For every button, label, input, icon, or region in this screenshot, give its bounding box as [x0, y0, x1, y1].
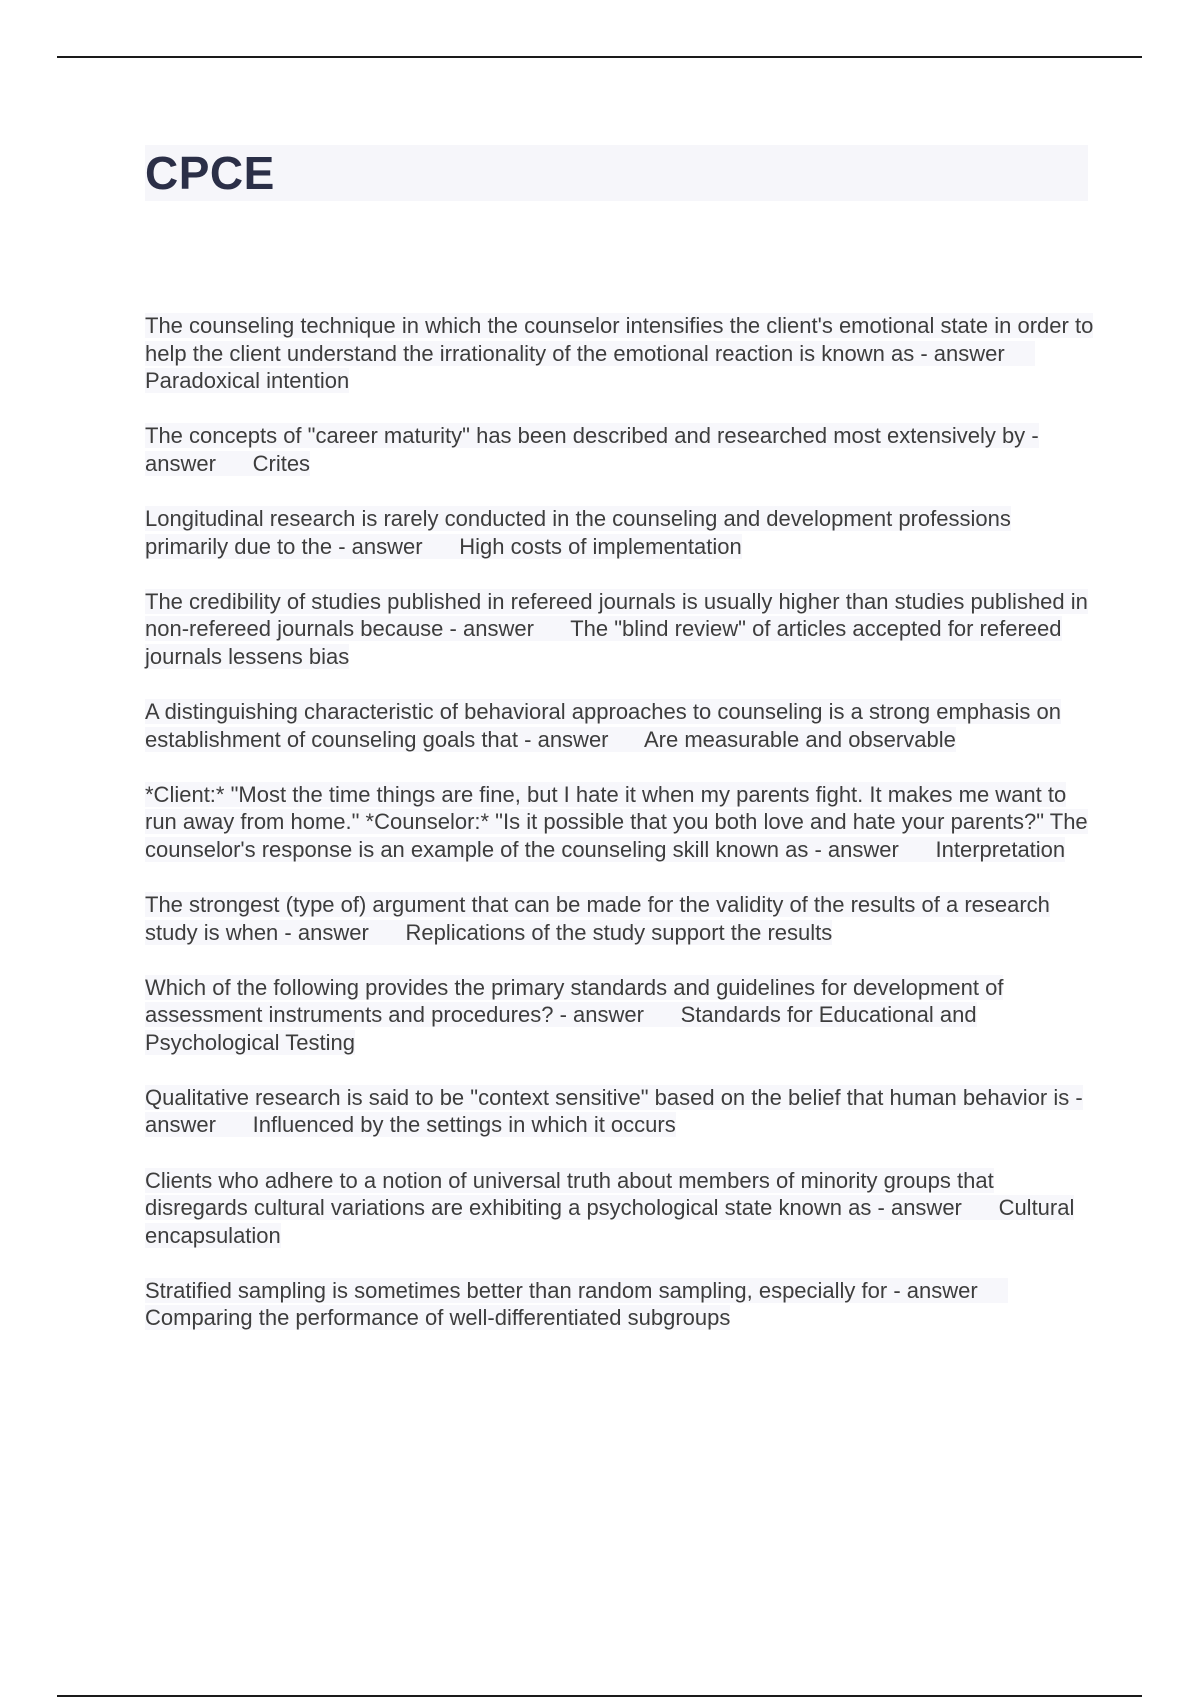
qa-question: The credibility of studies published in refereed journals is usually higher than studies published in non-refereed journals because [145, 588, 1088, 642]
qa-answer: Crites [252, 450, 311, 476]
qa-item [145, 422, 1095, 477]
answer-marker: - answer [559, 1002, 644, 1028]
qa-question: The counseling technique in which the counselor intensifies the client's emotional state in order to help the client understand the irrationality of the emotional reaction is known as [145, 313, 1094, 366]
qa-item [145, 312, 1095, 395]
answer-marker: - answer [877, 1195, 962, 1221]
qa-question: Longitudinal research is rarely conducted in the counseling and development professions primarily due to the [145, 505, 1011, 559]
answer-marker: - answer [893, 1277, 978, 1303]
answer-marker: - answer [524, 726, 609, 752]
qa-item [145, 588, 1095, 671]
qa-question: Clients who adhere to a notion of universal truth about members of minority groups that disregards cultural variations are exhibiting a psychological state known as [145, 1167, 994, 1221]
qa-question: The concepts of "career maturity" has been described and researched most extensively by [145, 423, 1026, 449]
qa-answer: High costs of implementation [459, 533, 742, 559]
title-highlight [145, 145, 1088, 201]
qa-question: *Client:* "Most the time things are fine, but I hate it when my parents fight. It makes me want to run away from home." *Counselor:* "Is it possible that you both love and hate your parents?" The counselor's response is an example of the counseling skill known as [145, 781, 1088, 862]
qa-item [145, 1084, 1095, 1139]
qa-item [145, 1167, 1095, 1250]
qa-item [145, 505, 1095, 560]
answer-marker: - answer [145, 423, 1039, 476]
page-title: CPCE [145, 147, 275, 199]
answer-marker: - answer [284, 919, 369, 945]
qa-question: The strongest (type of) argument that can be made for the validity of the results of a research study is when [145, 891, 1050, 945]
qa-answer: Paradoxical intention [145, 368, 350, 394]
qa-question: A distinguishing characteristic of behavioral approaches to counseling is a strong emphasis on establishment of counseling goals that [145, 698, 1061, 752]
qa-question: Which of the following provides the primary standards and guidelines for development of assessment instruments and procedures? [145, 974, 1004, 1028]
qa-question: Stratified sampling is sometimes better than random sampling, especially for [145, 1277, 888, 1303]
qa-answer: Interpretation [935, 836, 1066, 862]
qa-item [145, 974, 1095, 1057]
top-rule [57, 56, 1142, 58]
qa-item [145, 781, 1095, 864]
answer-marker: - answer [145, 1084, 1083, 1138]
qa-list [145, 312, 1095, 1360]
qa-item [145, 698, 1095, 753]
qa-answer: Comparing the performance of well-differentiated subgroups [145, 1305, 731, 1331]
answer-marker: - answer [920, 340, 1005, 366]
qa-answer: The "blind review" of articles accepted for refereed journals lessens bias [145, 616, 1062, 669]
qa-answer: Standards for Educational and Psychological Testing [145, 1002, 977, 1055]
bottom-rule [57, 1695, 1142, 1697]
qa-answer: Are measurable and observable [643, 726, 956, 752]
qa-item [145, 1277, 1095, 1332]
qa-question: Qualitative research is said to be "context sensitive" based on the belief that human behavior is [145, 1084, 1070, 1110]
qa-item [145, 891, 1095, 946]
qa-answer: Replications of the study support the results [405, 919, 833, 945]
answer-marker: - answer [814, 836, 899, 862]
qa-answer: Cultural encapsulation [145, 1195, 1075, 1248]
answer-marker: - answer [338, 533, 423, 559]
qa-answer: Influenced by the settings in which it occurs [252, 1112, 676, 1138]
answer-marker: - answer [449, 616, 534, 642]
